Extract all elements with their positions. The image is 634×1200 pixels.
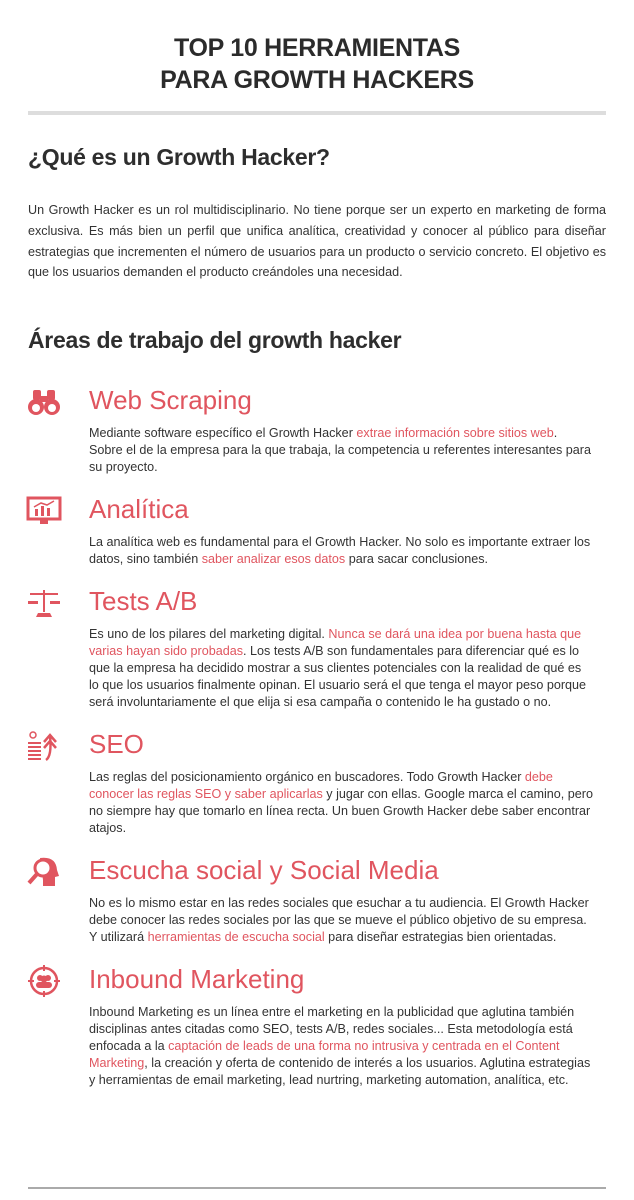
area-section — [0, 493, 634, 568]
balance-scale-icon — [26, 587, 62, 619]
description-text: y jugar con ellas. Google marca el camino, pero no siempre hay que tomarlo en línea recta. Un buen Growth Hacker debe saber encontrar atajos. — [89, 787, 593, 835]
area-section — [0, 728, 634, 837]
title-line-1: TOP 10 HERRAMIENTAS — [173, 34, 461, 62]
area-description — [89, 1004, 594, 1089]
description-text: para sacar conclusiones. — [345, 552, 489, 566]
areas-heading: Áreas de trabajo del growth hacker — [28, 327, 402, 353]
description-text: para diseñar estrategias bien orientadas. — [324, 930, 557, 944]
description-text: La analítica web es fundamental para el Growth Hacker. No solo es importante extraer los datos, sino también — [89, 535, 591, 566]
area-section — [0, 384, 634, 476]
highlighted-text: herramientas de escucha social — [147, 930, 325, 944]
highlighted-text: captación de leads de una forma no intrusiva y centrada en el Content Marketing — [89, 1039, 560, 1070]
description-text: No es lo mismo estar en las redes sociales que esuchar a tu audiencia. El Growth Hacker debe conocer las redes sociales por las que se mueve el público objetivo de su empresa. Y utilizará — [89, 896, 589, 944]
what-text: Un Growth Hacker es un rol multidisciplinario. No tiene porque ser un experto en marketing de forma exclusiva. Es más bien un perfil que unifica analítica, creatividad y conocer al público para diseñar estrategias que incrementen el número de usuarios para un producto o servicio concreto. El objetivo es que los usuarios demanden el producto creándoles una necesidad. — [28, 203, 606, 280]
description-text: Mediante software específico el Growth Hacker — [89, 426, 357, 440]
area-description — [89, 425, 594, 476]
description-text: . Los tests A/B son fundamentales para diferenciar qué es lo que la empresa ha decidido mostrar a sus clientes potenciales con la realidad de qué es lo que los usuarios finalmente opinan. El usuario será el que tenga el mayor peso porque será involuntariamente el que elija si esa campaña o contenido le ha gustado o no. — [89, 644, 587, 709]
title-line-2: PARA GROWTH HACKERS — [160, 66, 474, 94]
seo-ranking-icon — [26, 730, 62, 762]
area-description — [89, 895, 594, 946]
areas-list — [0, 384, 634, 1106]
area-title: SEO — [89, 729, 144, 759]
area-title: Tests A/B — [89, 586, 198, 616]
target-audience-icon — [26, 965, 62, 997]
area-description — [89, 534, 594, 568]
what-heading: ¿Qué es un Growth Hacker? — [28, 144, 330, 170]
area-section — [0, 963, 634, 1089]
page-title — [0, 32, 634, 96]
area-description — [89, 626, 594, 711]
description-text: Inbound Marketing es un línea entre el marketing en la publicidad que aglutina también disciplinas antes citadas como SEO, tests A/B, redes sociales... Esta metodología está enfocada a la — [89, 1005, 575, 1053]
social-listening-icon — [26, 856, 62, 888]
highlighted-text: extrae información sobre sitios web — [356, 426, 554, 440]
description-text: Las reglas del posicionamiento orgánico en buscadores. Todo Growth Hacker — [89, 770, 525, 784]
description-text: Es uno de los pilares del marketing digital. — [89, 627, 329, 641]
binoculars-icon — [26, 386, 62, 418]
highlighted-text: saber analizar esos datos — [201, 552, 346, 566]
area-title: Web Scraping — [89, 385, 252, 415]
description-text: . Sobre el de la empresa para la que trabaja, la competencia u referentes interesantes para su proyecto. — [89, 426, 591, 474]
highlighted-text: Nunca se dará una idea por buena hasta que varias hayan sido probadas — [89, 627, 582, 658]
area-section — [0, 585, 634, 711]
area-section — [0, 854, 634, 946]
highlighted-text: debe conocer las reglas SEO y saber aplicarlas — [89, 770, 553, 801]
divider — [28, 111, 606, 115]
analytics-monitor-icon — [26, 495, 62, 527]
area-description — [89, 769, 594, 837]
area-title: Escucha social y Social Media — [89, 855, 439, 885]
area-title: Inbound Marketing — [89, 964, 305, 994]
description-text: , la creación y oferta de contenido de interés a los usuarios. Aglutina estrategias y herramientas de email marketing, lead nurtring, marketing automation, analítica, etc. — [89, 1056, 591, 1087]
area-title: Analítica — [89, 494, 189, 524]
bottom-divider — [28, 1187, 606, 1189]
